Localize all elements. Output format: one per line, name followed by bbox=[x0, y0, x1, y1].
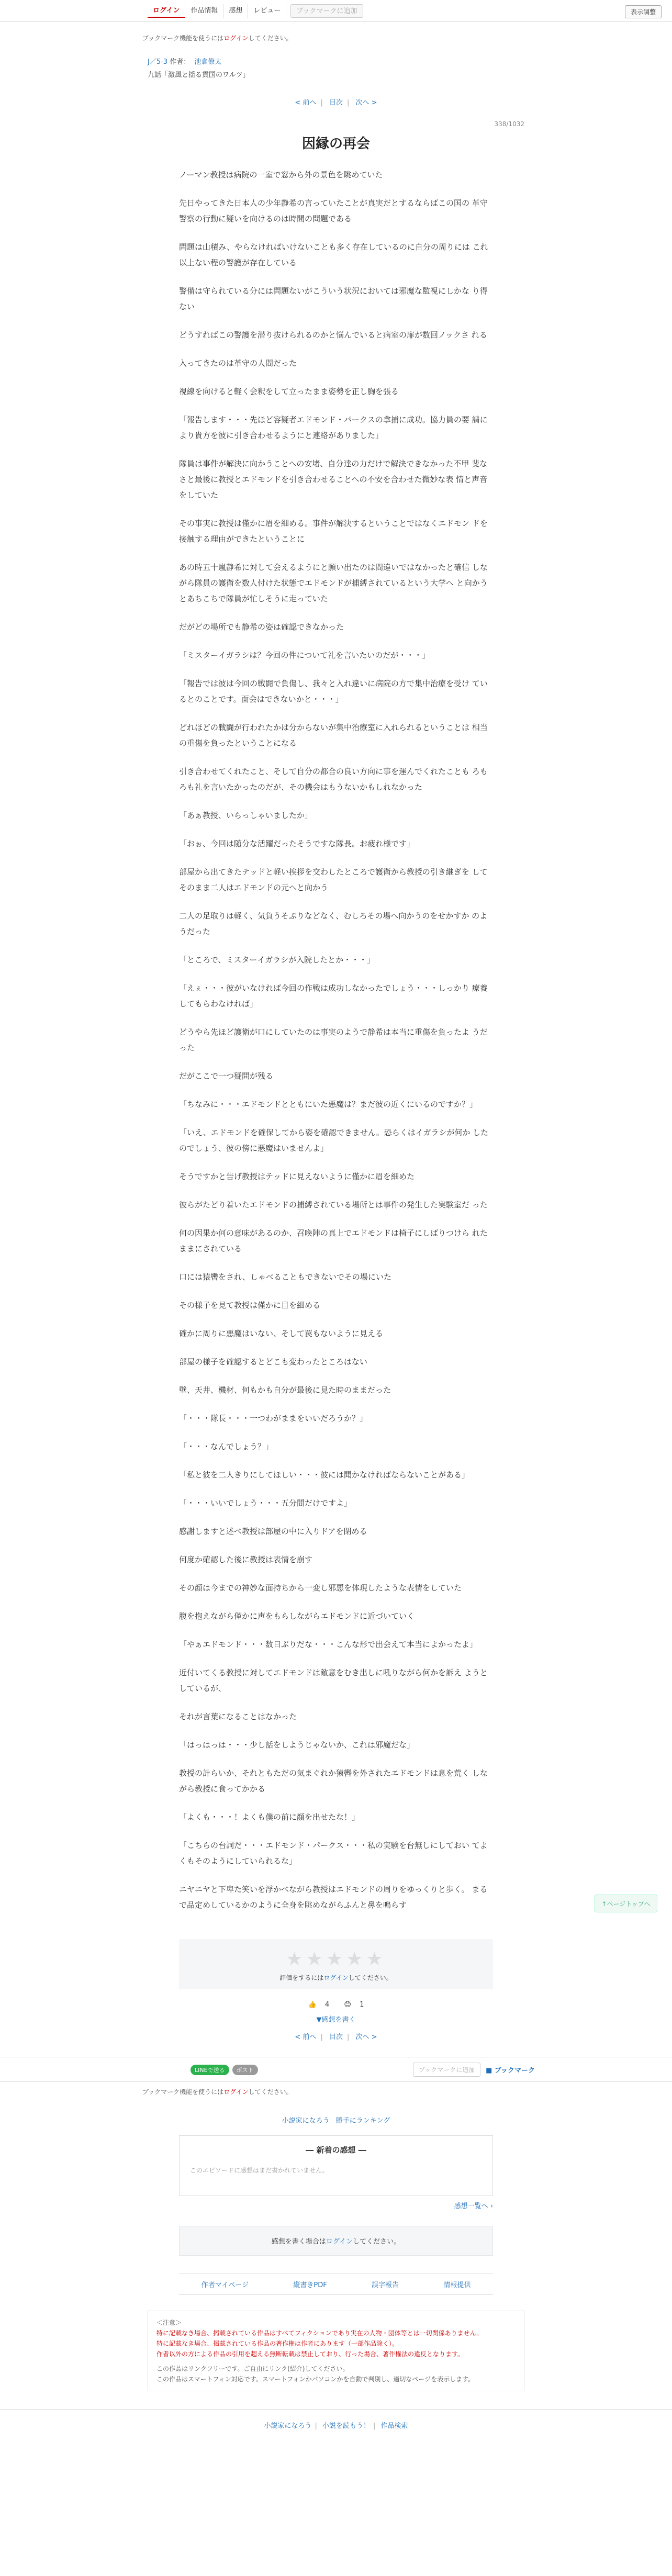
caution-note-2: この作品はスマートフォン対応です。スマートフォンかパソコンかを自動で判別し、適切なページを表示します。 bbox=[156, 2376, 475, 2383]
bookmark-add-button-bottom[interactable]: ブックマークに追加 bbox=[413, 2063, 480, 2077]
novel-paragraph: 「ちなみに・・・エドモンドとともにいた悪魔は？まだ彼の近くにいるのですか？」 bbox=[179, 1100, 478, 1109]
login-link[interactable]: ログイン bbox=[148, 4, 185, 18]
novel-paragraph: その事実に教授は僅かに眉を細める。事件が解決するということではなくエドモン ドを接触する理由ができたということに bbox=[179, 519, 488, 544]
novel-paragraph: 「・・・隊長・・・一つわがままをいいだろうか？」 bbox=[179, 1414, 368, 1423]
bookmark-link[interactable]: ■ ブックマーク bbox=[486, 2067, 535, 2075]
smile-icon: 😊 bbox=[344, 2001, 351, 2009]
next-link[interactable]: 次へ > bbox=[355, 99, 377, 107]
notice-text-end: してください。 bbox=[248, 35, 293, 42]
novel-paragraph: どれほどの戦闘が行われたかは分からないが集中治療室に入れられるということは 相当の重傷を負ったということになる bbox=[179, 723, 488, 748]
rating-text-end: してください。 bbox=[348, 1974, 393, 1981]
novel-paragraph: 部屋から出てきたテッドと軽い挨拶を交わしたところで護衛から教授の引き継ぎを してそのまま二人はエドモンドの元へと向かう bbox=[179, 867, 488, 892]
caution-red-1: 特に記載なき場合、掲載されている作品はすべてフィクションであり実在の人物・団体等とは一切関係ありません。 bbox=[156, 2329, 483, 2337]
login-prompt-link[interactable]: ログイン bbox=[326, 2238, 353, 2246]
novel-paragraph: 「・・・なんでしょう？」 bbox=[179, 1442, 274, 1451]
no-impressions-text: このエピソードに感想はまだ書かれていません。 bbox=[190, 2167, 329, 2174]
top-nav bbox=[148, 4, 363, 18]
novel-paragraph: 「報告では彼は今回の戦闘で負傷し、我々と入れ違いに病院の方で集中治療を受け ているとのことです。面会はできないかと・・・」 bbox=[179, 679, 488, 704]
novel-paragraph: 「おぉ、今回は随分な活躍だったそうですな隊長。お疲れ様です」 bbox=[179, 839, 415, 848]
impressions-list-link[interactable]: 感想一覧へ › bbox=[454, 2202, 493, 2210]
novel-paragraph: 「・・・いいでしょう・・・五分間だけですよ」 bbox=[179, 1498, 352, 1508]
novel-paragraph: 「こちらの台詞だ・・・エドモンド・パークス・・・私の実験を台無しにしておい てよくもそのようにしていられるな」 bbox=[179, 1841, 488, 1866]
login-prompt-text-end: してください。 bbox=[353, 2238, 401, 2246]
novel-paragraph: 部屋の様子を確認するとどこも変わったところはない bbox=[179, 1357, 367, 1367]
bookmark-add-button[interactable]: ブックマークに追加 bbox=[290, 4, 363, 18]
line-share-button[interactable]: LINEで送る bbox=[191, 2065, 229, 2075]
ranking-links bbox=[0, 2115, 672, 2125]
prev-link[interactable]: < 前へ bbox=[295, 99, 317, 107]
novel-paragraph: その様子を見て教授は僅かに目を細める bbox=[179, 1301, 321, 1310]
novel-paragraph: ノーマン教授は病院の一室で窓から外の景色を眺めていた bbox=[179, 170, 383, 180]
author-label: 作者： bbox=[170, 58, 191, 66]
novel-paragraph: 「ところで、ミスターイガラシが入院したとか・・・」 bbox=[179, 955, 375, 965]
novel-paragraph: 「私と彼を二人きりにしてほしい・・・彼には聞かなければならないことがある」 bbox=[179, 1470, 470, 1480]
novel-paragraph: 感謝しますと述べ教授は部屋の中に入りドアを閉める bbox=[179, 1527, 367, 1536]
reaction-smile[interactable] bbox=[341, 2001, 367, 2009]
novel-paragraph: 何度か確認した後に教授は表情を崩す bbox=[179, 1555, 313, 1564]
impressions-list-label: 感想一覧へ bbox=[454, 2202, 488, 2210]
novel-paragraph: だがここで一つ疑問が残る bbox=[179, 1071, 274, 1081]
episode-count: 338/1032 bbox=[494, 120, 524, 128]
post-share-button[interactable]: ポスト bbox=[232, 2065, 258, 2075]
notice-bottom-login-link[interactable]: ログイン bbox=[223, 2088, 249, 2096]
footer-narou-link[interactable]: 小説家になろう bbox=[264, 2422, 312, 2430]
novel-paragraph: 教授の計らいか、それともただの気まぐれか猿轡を外されたエドモンドは息を荒く しながら教授に食ってかかる bbox=[179, 1768, 488, 1794]
new-impressions-box bbox=[179, 2135, 493, 2196]
bookmark-notice bbox=[142, 33, 524, 42]
notice-login-link[interactable]: ログイン bbox=[223, 35, 249, 42]
reaction-smile-count: 1 bbox=[360, 2001, 364, 2009]
reaction-good[interactable] bbox=[305, 2001, 333, 2009]
novel-paragraph: 隊員は事件が解決に向かうことへの安堵、自分達の力だけで解決できなかった不甲 斐なさと最後に教授とエドモンドを引き合わせることへの不安を合わせた微妙な表 情と声音をしていた bbox=[179, 459, 488, 500]
novel-paragraph: 入ってきたのは革守の人間だった bbox=[179, 359, 297, 368]
novel-paragraph: 腹を抱えながら僅かに声をもらしながらエドモンドに近づいていく bbox=[179, 1611, 415, 1621]
novel-paragraph: 「いえ、エドモンドを確保してから姿を確認できません。恐らくはイガラシが何か したのでしょう、彼の傍に悪魔はいませんよ」 bbox=[179, 1128, 489, 1153]
prev-link-bottom[interactable]: < 前へ bbox=[295, 2033, 317, 2041]
pager-top: < 前へ | 目次 | 次へ > bbox=[295, 99, 377, 107]
bookmark-link-label: ブックマーク bbox=[494, 2067, 535, 2075]
display-settings-button[interactable]: 表示調整 bbox=[625, 5, 662, 18]
work-info-link[interactable]: 作品情報 bbox=[185, 4, 223, 18]
novel-paragraph: 確かに周りに悪魔はいない、そして罠もないように見える bbox=[179, 1329, 384, 1338]
toc-link[interactable]: 目次 bbox=[329, 99, 343, 107]
novel-paragraph: 「あぁ教授、いらっしゃいましたか」 bbox=[179, 811, 312, 820]
caution-note-1: この作品はリンクフリーです。ご自由にリンク(紹介)してください。 bbox=[156, 2365, 349, 2372]
author-link[interactable]: 池倉僚太 bbox=[194, 58, 222, 66]
share-bar bbox=[0, 2057, 672, 2082]
pager-bottom: < 前へ | 目次 | 次へ > bbox=[295, 2033, 377, 2041]
info-provide-link[interactable]: 情報提供 bbox=[443, 2281, 471, 2289]
new-impressions-title: ― 新着の感想 ― bbox=[306, 2145, 366, 2155]
reaction-good-count: 4 bbox=[324, 2001, 330, 2009]
series-link[interactable]: J／5-3 bbox=[148, 58, 168, 66]
caution-head: ＜注意＞ bbox=[156, 2319, 182, 2326]
novel-paragraph: どうすればこの警護を潜り抜けられるのかと悩んでいると病室の扉が数回ノックさ れる bbox=[179, 330, 487, 340]
novel-paragraph: 「やぁエドモンド・・・数日ぶりだな・・・こんな形で出会えて本当によかったよ」 bbox=[179, 1640, 478, 1649]
write-impression-link[interactable]: ▼感想を書く bbox=[316, 2016, 356, 2024]
novel-paragraph: 二人の足取りは軽く、気負うそぶりなどなく、むしろその場へ向かうのをせかすか のようだった bbox=[179, 911, 488, 936]
rating-text: 評価をするには bbox=[279, 1974, 324, 1981]
novel-paragraph: 引き合わせてくれたこと、そして自分の都合の良い方向に事を運んでくれたことも ろもろも礼を言いたかったのだが、その機会はもうないかもしれなかった bbox=[179, 767, 488, 792]
footer: 小説家になろう | 小説を読もう！ | 作品検索 bbox=[0, 2409, 672, 2450]
novel-paragraph: あの時五十嵐静希に対して会えるようにと願い出たのは間違いではなかったと確信 しながら隊員の護衛を数人付けた状態でエドモンドが捕縛されているという大学へ と向かうとあちこちで隊員が忙しそうに走っていた bbox=[179, 563, 488, 603]
caution-red-3: 作者以外の方による作品の引用を超える無断転載は禁止しており、行った場合、著作権法の違反となります。 bbox=[156, 2350, 464, 2358]
footer-search-link[interactable]: 作品検索 bbox=[380, 2422, 408, 2430]
reactions bbox=[0, 2001, 672, 2009]
content-wrap bbox=[142, 33, 524, 1913]
episode-title: 因縁の再会 bbox=[301, 136, 370, 152]
novel-paragraph: 警備は守られている分には問題ないがこういう状況においては邪魔な監視にしかな り得ない bbox=[179, 286, 488, 311]
notice-bottom-text: ブックマーク機能を使うには bbox=[142, 2088, 224, 2096]
notice-bottom-text-end: してください。 bbox=[248, 2088, 293, 2096]
novel-paragraph: 口には猿轡をされ、しゃべることもできないでその場にいた bbox=[179, 1272, 391, 1282]
vertical-pdf-link[interactable]: 縦書きPDF bbox=[293, 2281, 327, 2289]
novel-paragraph: 「えぇ・・・彼がいなければ今回の作戦は成功しなかったでしょう・・・しっかり 療養してもらわなければ」 bbox=[179, 983, 488, 1009]
novel-paragraph: 壁、天井、機材、何もかも自分が最後に見た時のままだった bbox=[179, 1385, 391, 1395]
novel-paragraph: 「ミスターイガラシは？今回の件について礼を言いたいのだが・・・」 bbox=[179, 651, 430, 660]
novel-paragraph: 視線を向けると軽く会釈をして立ったまま姿勢を正し胸を張る bbox=[179, 387, 399, 396]
novel-paragraph: だがどの場所でも静希の姿は確認できなかった bbox=[179, 622, 344, 632]
novel-paragraph: 近付いてくる教授に対してエドモンドは敵意をむき出しに吼りながら何かを訴え ようとしているが、 bbox=[179, 1668, 488, 1693]
novel-paragraph: 「よくも・・・！よくも僕の前に顔を出せたな！」 bbox=[179, 1812, 360, 1822]
novel-paragraph: どうやら先ほど護衛が口にしていたのは事実のようで静希は本当に重傷を負ったよ うだった bbox=[179, 1027, 488, 1052]
novel-paragraph: 彼らがたどり着いたエドモンドの捕縛されている場所とは事件の発生した実験室だ った bbox=[179, 1200, 488, 1209]
next-link-bottom[interactable]: 次へ > bbox=[355, 2033, 377, 2041]
novel-paragraph: 「報告します・・・先ほど容疑者エドモンド・パークスの拿捕に成功。協力員の要 請により貴方を彼に引き合わせるようにと連絡がありました」 bbox=[179, 415, 488, 440]
toc-link-bottom[interactable]: 目次 bbox=[329, 2033, 343, 2041]
footer-yomou-link[interactable]: 小説を読もう！ bbox=[322, 2422, 370, 2430]
impressions-link[interactable]: 感想 bbox=[223, 4, 248, 18]
novel-paragraph: 問題は山積み、やらなければいけないことも多く存在しているのに自分の周りには これ以上ない程の警護が存在している bbox=[179, 242, 488, 267]
novel-meta bbox=[148, 56, 524, 79]
author-mypage-link[interactable]: 作者マイページ bbox=[201, 2281, 249, 2289]
caution-red-2: 特に記載なき場合、掲載されている作品の著作権は作者にあります（一部作品除く）。 bbox=[156, 2340, 399, 2347]
notice-text: ブックマーク機能を使うには bbox=[142, 35, 224, 42]
rating-box bbox=[179, 1939, 493, 1989]
top-bar bbox=[0, 0, 672, 22]
chapter-title: 九話「激風と揺る貫国のワルツ」 bbox=[148, 71, 250, 79]
review-link[interactable]: レビュー bbox=[248, 4, 286, 18]
rating-stars[interactable]: ★★★★★ bbox=[286, 1948, 386, 1970]
novel-body bbox=[179, 167, 493, 1913]
novel-paragraph: 「はっはっは・・・少し話をしようじゃないか、これは邪魔だな」 bbox=[179, 1740, 415, 1750]
bookmark-notice-bottom bbox=[142, 2087, 524, 2096]
novel-paragraph: 何の因果か何の意味があるのか、召喚陣の真上でエドモンドは椅子にしばりつけら れたままにされている bbox=[179, 1228, 488, 1253]
typo-report-link[interactable]: 誤字報告 bbox=[372, 2281, 399, 2289]
caution-box bbox=[148, 2311, 524, 2391]
rating-message bbox=[179, 1973, 493, 1982]
ranking-link[interactable]: 勝手にランキング bbox=[335, 2117, 390, 2125]
novel-paragraph: それが言葉になることはなかった bbox=[179, 1712, 297, 1721]
novel-paragraph: 先日やってきた日本人の少年静希の言っていたことが真実だとするならばこの国の 革守警察の行動に疑いを向けるのは時間の問題である bbox=[179, 198, 488, 223]
novel-paragraph: そうですかと告げ教授はテッドに見えないように僅かに眉を細めた bbox=[179, 1172, 415, 1181]
login-prompt-box bbox=[179, 2226, 493, 2256]
page-top-button[interactable]: ↑ページトップへ bbox=[595, 1895, 657, 1912]
login-prompt-text: 感想を書く場合は bbox=[271, 2238, 326, 2246]
thumbs-up-icon: 👍 bbox=[308, 2001, 317, 2009]
novel-paragraph: ニヤニヤと下卑た笑いを浮かべながら教授はエドモンドの周りをゆっくりと歩く。 まるで品定めしているかのように全身を眺めながらふんと鼻を鳴らす bbox=[179, 1885, 488, 1910]
rating-login-link[interactable]: ログイン bbox=[323, 1974, 349, 1981]
narou-link[interactable]: 小説家になろう bbox=[282, 2117, 330, 2125]
novel-paragraph: その顔は今までの神妙な面持ちから一変し邪悪を体現したような表情をしていた bbox=[179, 1583, 462, 1593]
author-links bbox=[179, 2273, 493, 2295]
